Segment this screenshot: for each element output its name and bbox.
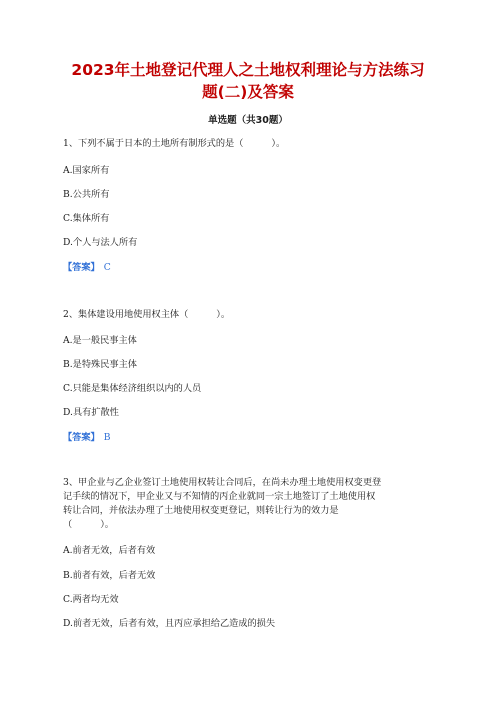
question-2-option-a: A.是一般民事主体 [63,335,137,346]
question-3-option-d: D.前者无效，后者有效，且丙应承担给乙造成的损失 [63,618,276,629]
question-1-option-d: D.个人与法人所有 [63,237,138,248]
question-3-stem-open: （ [63,519,73,530]
question-1-stem-end: ）。 [271,138,286,149]
question-3-stem-line-2: 记手续的情况下，甲企业又与不知情的丙企业就同一宗土地签订了土地使用权 [63,491,376,502]
question-2-option-c: C.只能是集体经济组织以内的人员 [63,383,202,394]
question-3-option-b: B.前者有效，后者无效 [63,570,156,581]
question-1-stem-text: 1、下列不属于日本的土地所有制形式的是（ [63,138,244,149]
document-title-line-2: 题(二)及答案 [202,83,294,101]
question-2-stem-end: ）。 [216,309,231,320]
question-3-stem-line-4 [63,518,114,531]
question-2-stem-text: 2、集体建设用地使用权主体（ [63,309,189,320]
question-1-option-a: A.国家所有 [63,165,110,176]
question-3-stem-line-1: 3、甲企业与乙企业签订土地使用权转让合同后，在尚未办理土地使用权变更登 [63,477,382,488]
question-3-option-c: C.两者均无效 [63,594,119,605]
question-1-stem [63,137,285,150]
answer-value: C [103,262,111,273]
question-3-stem-end: ）。 [100,519,114,530]
question-2-option-d: D.具有扩散性 [63,407,119,418]
question-1-answer [63,261,111,274]
question-1-option-c: C.集体所有 [63,213,110,224]
question-2-stem [63,308,230,321]
answer-value: B [103,432,111,443]
document-title-line-1: 2023年土地登记代理人之土地权利理论与方法练习 [71,61,425,79]
answer-label: 【答案】 [63,262,100,273]
question-1-option-b: B.公共所有 [63,189,110,200]
question-2-option-b: B.是特殊民事主体 [63,359,137,370]
question-3-option-a: A.前者无效，后者有效 [63,545,156,556]
section-heading: 单选题（共30题） [208,115,288,126]
answer-label: 【答案】 [63,432,100,443]
question-2-answer [63,431,111,444]
question-3-stem-line-3: 转让合同，并依法办理了土地使用权变更登记，则转让行为的效力是 [63,505,339,516]
